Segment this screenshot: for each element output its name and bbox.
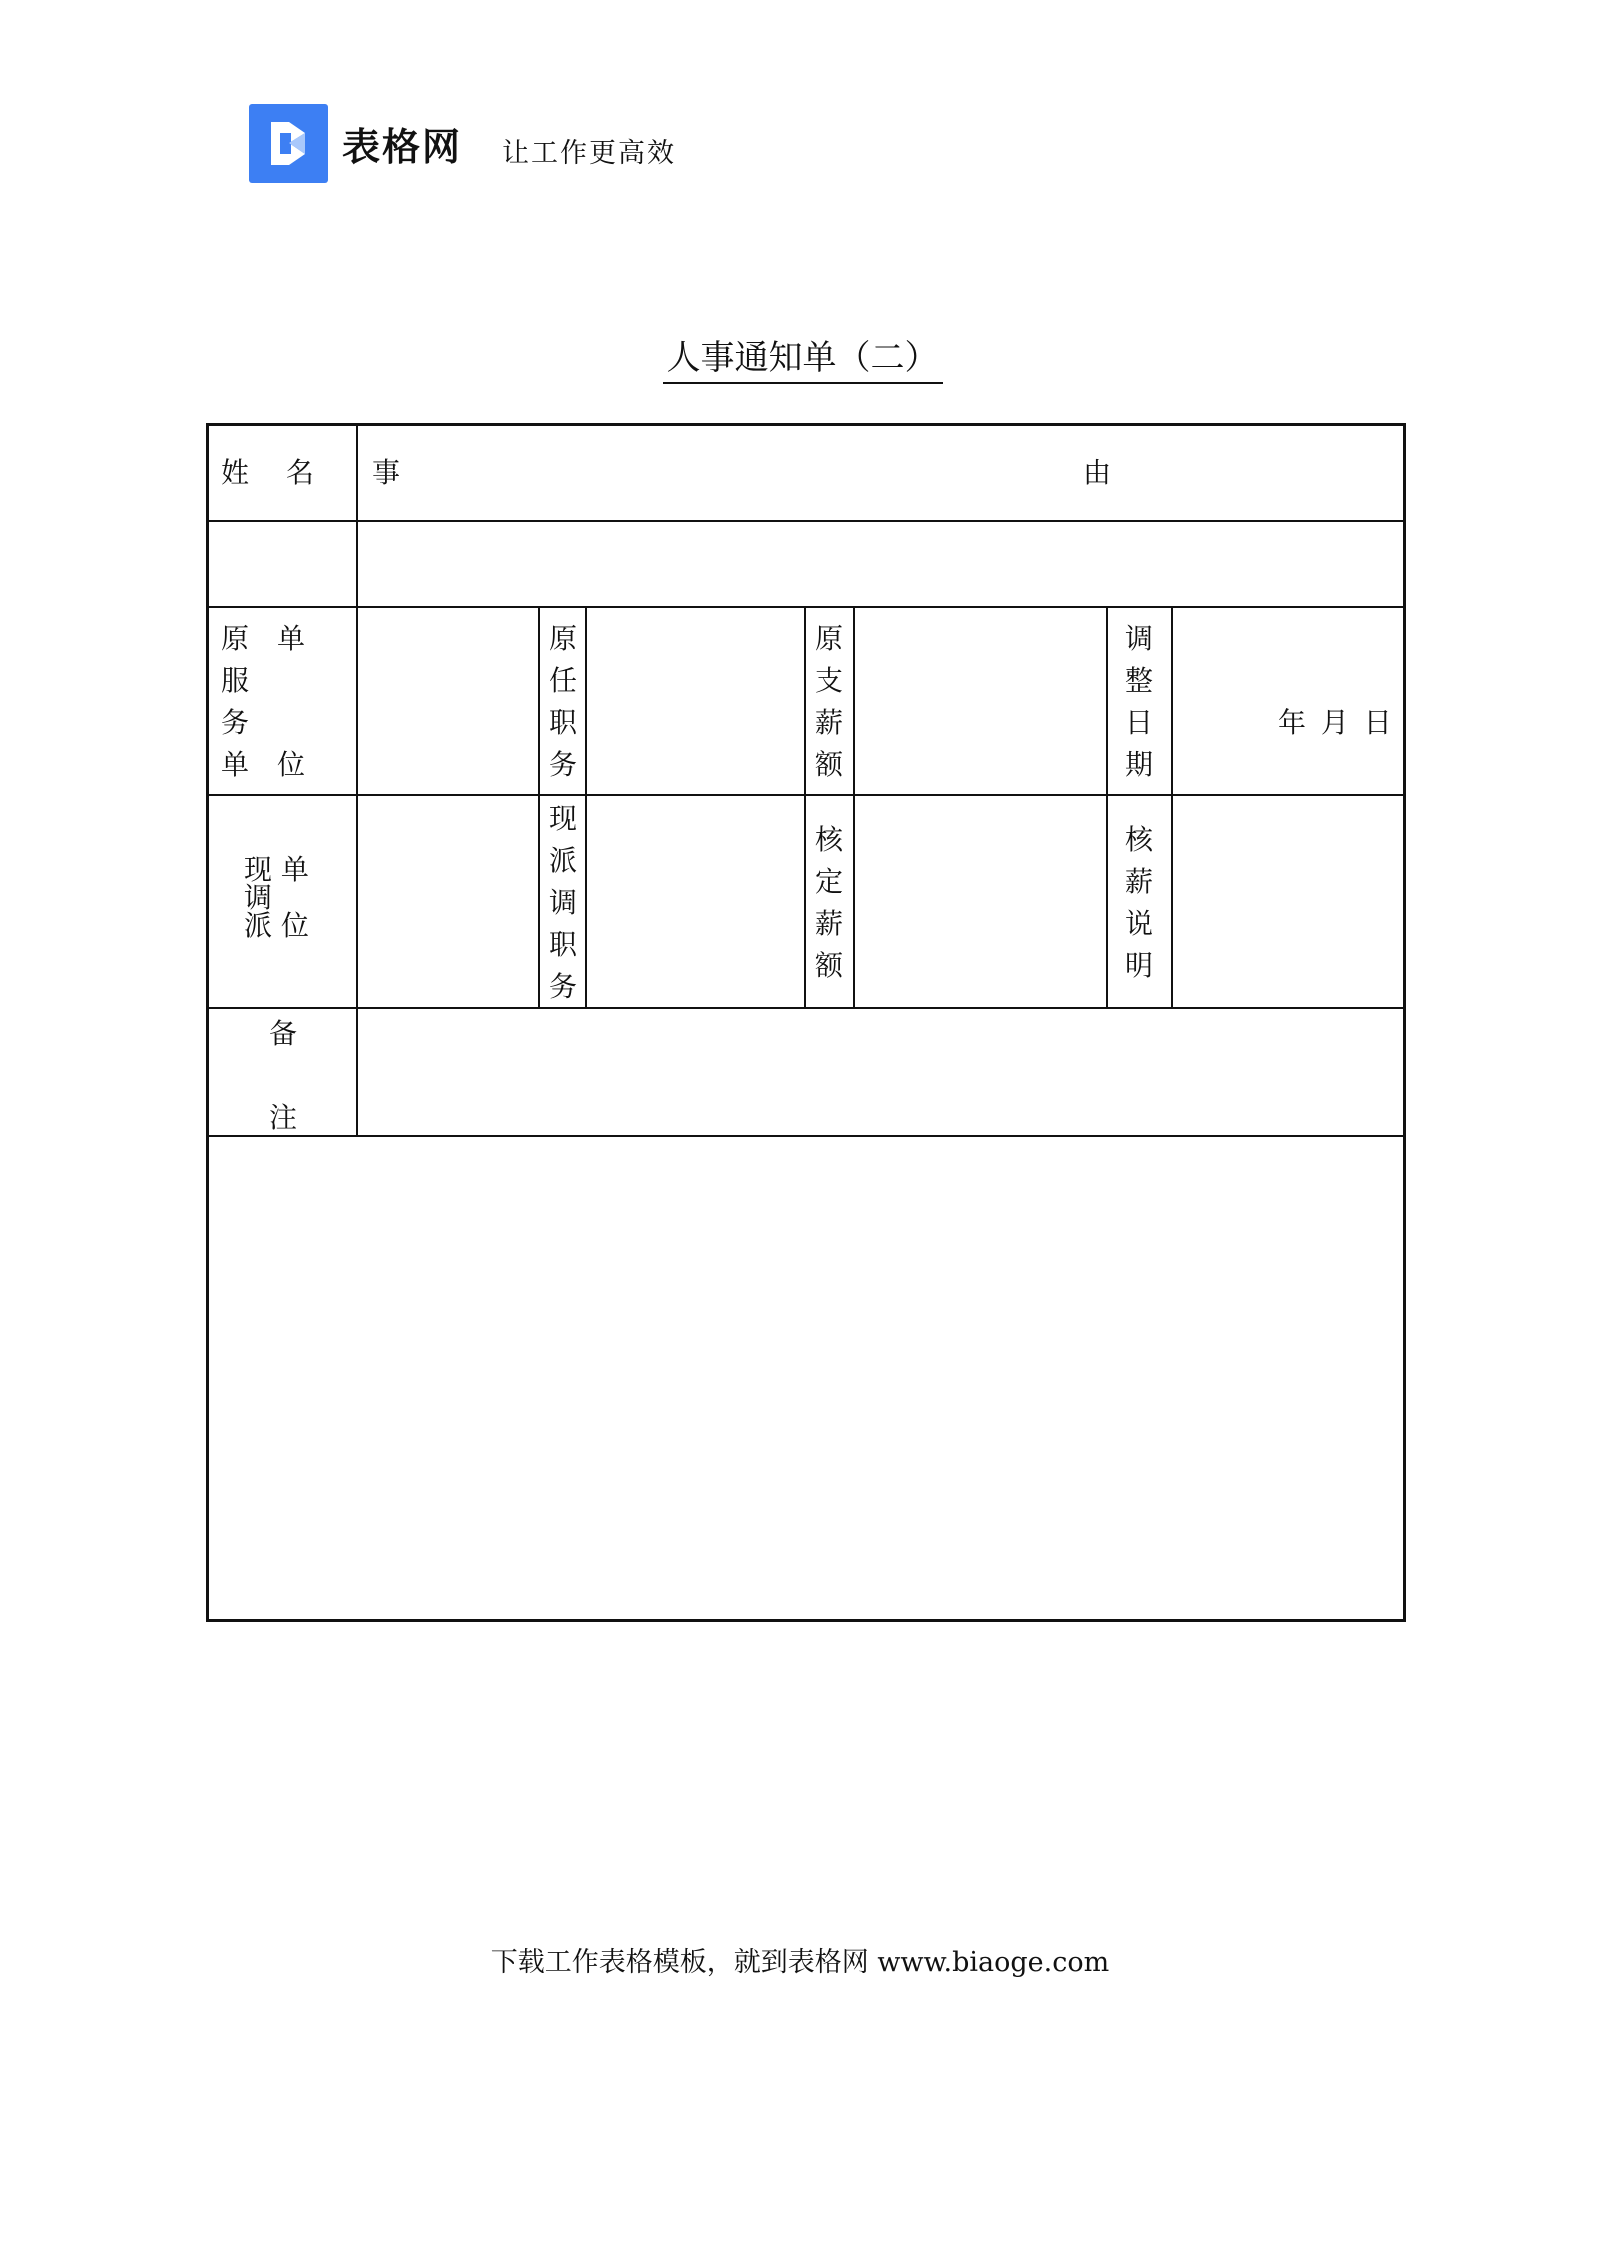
label-char: 支 xyxy=(814,664,843,697)
label-char: 薪 xyxy=(814,907,843,940)
salary-note-field[interactable] xyxy=(1173,796,1403,1007)
label-char: 原 xyxy=(814,622,843,655)
label-char: 职 xyxy=(548,706,577,739)
label-char: 核 xyxy=(1124,823,1153,856)
remark-label-char1: 备 xyxy=(269,1017,298,1050)
name-field[interactable] xyxy=(209,522,356,606)
label-char: 调 xyxy=(548,886,577,919)
label-char: 期 xyxy=(1124,748,1153,781)
label-char: 整 xyxy=(1124,664,1153,697)
label-char: 任 xyxy=(548,664,577,697)
approved-salary-field[interactable] xyxy=(855,796,1106,1007)
approved-salary-label xyxy=(812,819,846,987)
col-divider xyxy=(1106,606,1108,1007)
orig-unit-label-line1: 原 单 xyxy=(221,622,306,655)
orig-unit-label-line3: 务 xyxy=(221,706,250,739)
new-unit-label-line3: 派 位 xyxy=(244,909,309,942)
new-unit-label-line2: 调 xyxy=(244,881,273,914)
brand-slogan: 让工作更高效 xyxy=(502,138,676,169)
adjust-date-field[interactable]: 年 月 日 xyxy=(1278,706,1392,739)
label-char: 核 xyxy=(814,823,843,856)
biaoge-logo-icon xyxy=(249,104,328,183)
reason-label-char1: 事 xyxy=(372,456,401,489)
label-char: 说 xyxy=(1124,907,1153,940)
col-divider xyxy=(538,606,540,1007)
new-unit-field[interactable] xyxy=(358,796,538,1007)
orig-salary-field[interactable] xyxy=(855,608,1106,794)
brand-name: 表格网 xyxy=(342,125,463,169)
label-char: 薪 xyxy=(1124,865,1153,898)
orig-salary-label xyxy=(812,618,846,786)
label-char: 原 xyxy=(548,622,577,655)
label-char: 薪 xyxy=(814,706,843,739)
label-char: 派 xyxy=(548,844,577,877)
label-char: 额 xyxy=(814,748,843,781)
col-divider xyxy=(804,606,806,1007)
orig-unit-label-line4: 单 位 xyxy=(221,748,306,781)
new-post-field[interactable] xyxy=(587,796,804,1007)
orig-unit-field[interactable] xyxy=(358,608,538,794)
label-char: 职 xyxy=(548,928,577,961)
label-char: 额 xyxy=(814,949,843,982)
personnel-notice-form xyxy=(206,423,1406,1622)
adjust-date-label xyxy=(1122,618,1156,786)
blank-area[interactable] xyxy=(209,1137,1403,1619)
remark-field[interactable] xyxy=(358,1009,1403,1135)
label-char: 日 xyxy=(1124,706,1153,739)
orig-post-label xyxy=(546,618,580,786)
remark-label-char2: 注 xyxy=(269,1101,298,1134)
label-char: 务 xyxy=(548,970,577,1003)
name-label: 姓 名 xyxy=(221,456,314,489)
label-char: 调 xyxy=(1124,622,1153,655)
label-char: 现 xyxy=(548,802,577,835)
new-post-label xyxy=(546,798,580,1008)
new-unit-label-line1: 现 单 xyxy=(244,853,309,886)
label-char: 务 xyxy=(548,748,577,781)
reason-label-char2: 由 xyxy=(1083,456,1112,489)
label-char: 明 xyxy=(1124,949,1153,982)
reason-field[interactable] xyxy=(358,522,1403,606)
salary-note-label xyxy=(1122,819,1156,987)
document-title-text: 人事通知单（二） xyxy=(663,330,943,384)
document-title xyxy=(0,330,1600,384)
footer-text: 下载工作表格模板，就到表格网 www.biaoge.com xyxy=(490,1947,1110,1978)
label-char: 定 xyxy=(814,865,843,898)
orig-post-field[interactable] xyxy=(587,608,804,794)
orig-unit-label-line2: 服 xyxy=(221,664,250,697)
